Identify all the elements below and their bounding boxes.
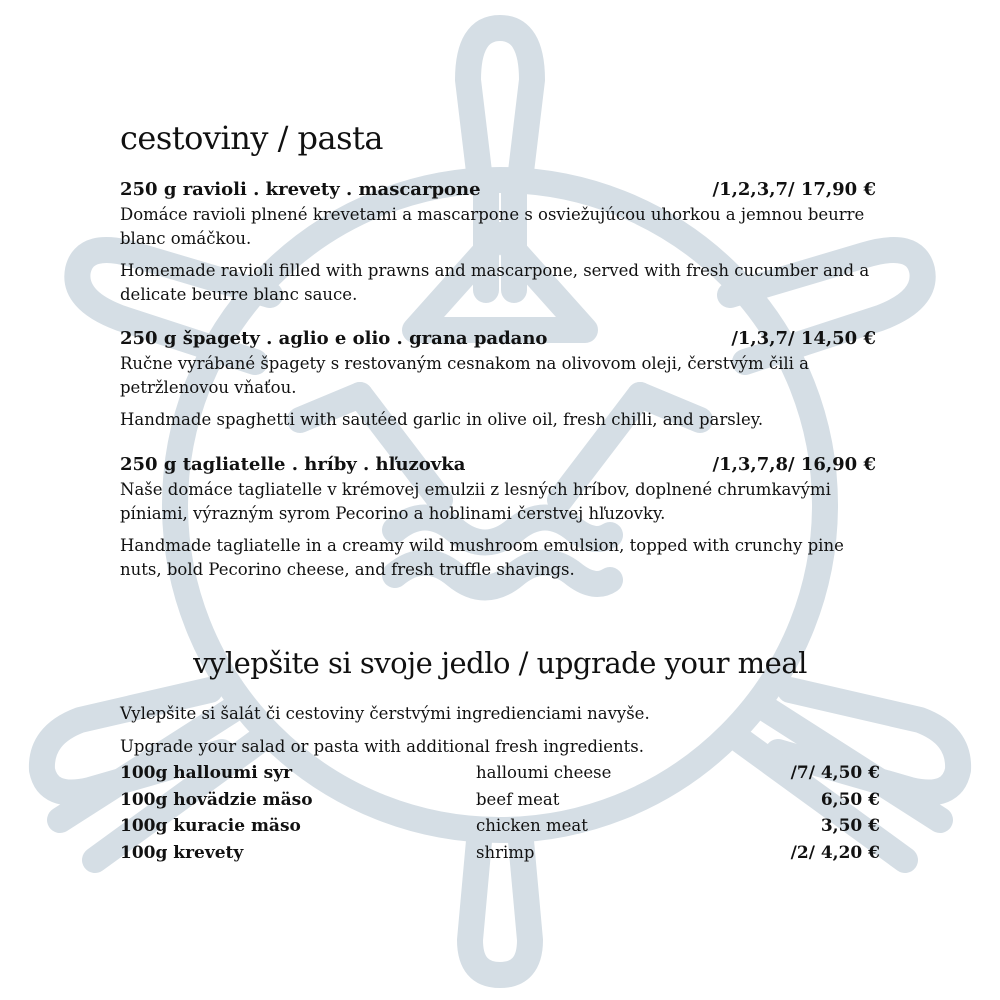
dish-description-en: Homemade ravioli filled with prawns and mascarpone, served with fresh cucumber and a delicate beurre blanc sauce. <box>120 261 870 304</box>
dish-description-en: Handmade spaghetti with sautéed garlic in olive oil, fresh chilli, and parsley. <box>120 410 764 429</box>
upgrade-intro-en: Upgrade your salad or pasta with additional fresh ingredients. <box>120 737 644 756</box>
extra-name-en: halloumi cheese <box>476 763 612 782</box>
extra-name-sk: 100g hovädzie mäso <box>120 789 313 810</box>
upgrade-intro-sk: Vylepšite si šalát či cestoviny čerstvými ingredienciami navyše. <box>120 704 650 723</box>
extra-name-sk: 100g kuracie mäso <box>120 816 301 836</box>
extra-price: 6,50 € <box>820 789 880 810</box>
dish-name: 250 g ravioli . krevety . mascarpone <box>120 179 481 200</box>
extra-name-en: shrimp <box>476 842 535 862</box>
dish-price: /1,3,7/ 14,50 € <box>731 328 876 349</box>
menu-item-ravioli <box>120 177 880 307</box>
extra-item-beef <box>120 787 880 814</box>
dish-description-sk: Domáce ravioli plnené krevetami a mascarpone s osviežujúcou uhorkou a jemnou beurre blanc omáčkou. <box>120 205 865 248</box>
extra-name-en: chicken meat <box>476 816 588 835</box>
extra-price: /7/ 4,50 € <box>790 763 880 783</box>
dish-description-sk: Naše domáce tagliatelle v krémovej emulzii z lesných hríbov, doplnené chrumkavými píniami, výrazným syrom Pecorino a hoblinami čerstvej hľuzovky. <box>120 480 831 523</box>
menu-item-tagliatelle <box>120 452 880 582</box>
menu-item-spaghetti <box>120 326 880 432</box>
extra-price: /2/ 4,20 € <box>790 842 880 863</box>
dish-description-en: Handmade tagliatelle in a creamy wild mushroom emulsion, topped with crunchy pine nuts, bold Pecorino cheese, and fresh truffle shavings. <box>120 536 844 579</box>
dish-description-sk: Ručne vyrábané špagety s restovaným cesnakom na olivovom oleji, čerstvým čili a petržlenovou vňaťou. <box>120 354 810 397</box>
extra-name-en: beef meat <box>476 789 560 809</box>
extra-name-sk: 100g krevety <box>120 842 244 863</box>
extras-list <box>120 760 880 866</box>
dish-name: 250 g špagety . aglio e olio . grana padano <box>120 328 548 349</box>
dish-price: /1,3,7,8/ 16,90 € <box>712 454 876 475</box>
extra-item-shrimp <box>120 840 880 867</box>
extra-name-sk: 100g halloumi syr <box>120 763 293 783</box>
dish-price: /1,2,3,7/ 17,90 € <box>712 179 876 200</box>
upgrade-section-title: vylepšite si svoje jedlo / upgrade your meal <box>193 646 807 680</box>
extra-item-chicken <box>120 813 880 840</box>
dish-name: 250 g tagliatelle . hríby . hľuzovka <box>120 454 466 475</box>
extra-price: 3,50 € <box>820 816 880 836</box>
extra-item-halloumi <box>120 760 880 787</box>
pasta-section-title: cestoviny / pasta <box>120 119 383 157</box>
